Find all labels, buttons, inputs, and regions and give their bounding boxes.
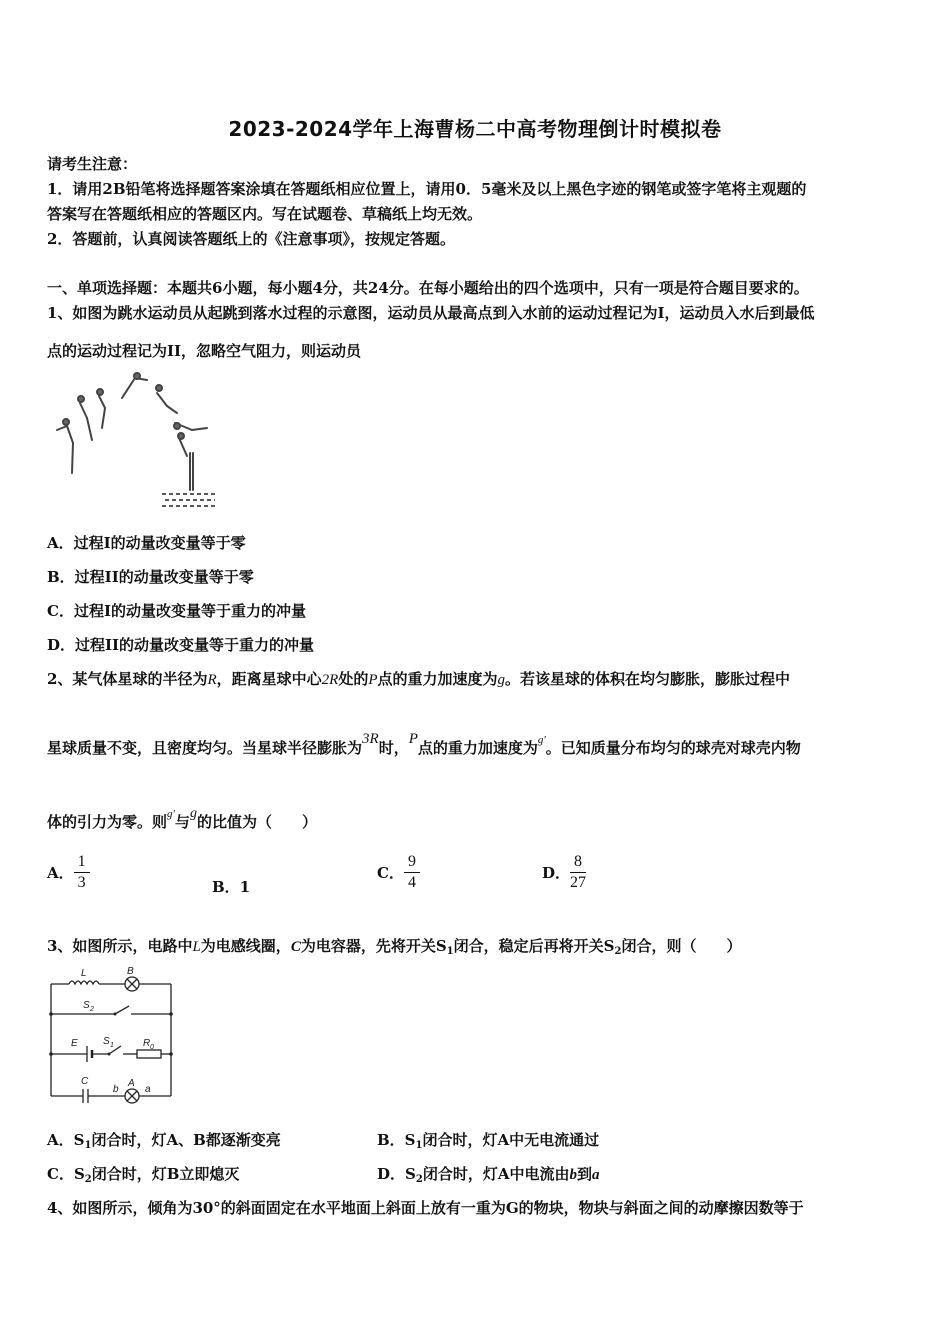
svg-text:S: S — [83, 1000, 90, 1011]
svg-text:b: b — [113, 1084, 119, 1095]
svg-text:a: a — [145, 1084, 151, 1095]
q2-stem-line-1: 2、某气体星球的半径为R，距离星球中心2R处的P点的重力加速度为g。若该星球的体积在均匀膨胀，膨胀过程中 — [47, 670, 791, 688]
notice-line-2: 答案写在答题纸相应的答题区内。写在试题卷、草稿纸上均无效。 — [47, 205, 483, 223]
svg-text:C: C — [81, 1076, 89, 1087]
svg-text:1: 1 — [110, 1042, 114, 1049]
svg-text:2: 2 — [90, 1006, 94, 1013]
section-heading: 一、单项选择题：本题共6小题，每小题4分，共24分。在每小题给出的四个选项中，只有一项是符合题目要求的。 — [47, 279, 809, 297]
q1-stem-line-1: 1、如图为跳水运动员从起跳到落水过程的示意图，运动员从最高点到入水前的运动过程记为I，运动员入水后到最低 — [47, 304, 815, 322]
notice-line-1: 1．请用2B铅笔将选择题答案涂填在答题纸相应位置上，请用0．5毫米及以上黑色字迹的钢笔或签字笔将主观题的 — [47, 180, 807, 198]
q1-stem-line-2: 点的运动过程记为II，忽略空气阻力，则运动员 — [47, 342, 362, 360]
q1-option-b: B．过程II的动量改变量等于零 — [47, 568, 254, 586]
q2-option-d: D． $\frac{8}{27}$ — [542, 853, 587, 891]
notice-line-3: 2．答题前，认真阅读答题纸上的《注意事项》，按规定答题。 — [47, 230, 455, 248]
q2-stem-line-2: 星球质量不变，且密度均匀。当星球半径膨胀为3R时，P点的重力加速度为$^{g'}$。已知质量分布均匀的球壳对球壳内物 — [47, 731, 801, 757]
q2-option-c: C． $\frac{9}{4}$ — [377, 852, 420, 893]
q3-option-b: B．$S_1$闭合时，灯A中无电流通过 — [377, 1131, 600, 1151]
svg-text:S: S — [103, 1036, 110, 1047]
q3-option-a: A．$S_1$闭合时，灯A、B都逐渐变亮 — [47, 1131, 281, 1151]
q3-stem: 3、如图所示，电路中L为电感线圈，C为电容器，先将开关$S_1$闭合，稳定后再将开关$S_2$闭合，则（ ） — [47, 937, 742, 957]
svg-text:L: L — [81, 968, 87, 979]
svg-text:E: E — [71, 1038, 78, 1049]
diver-figure — [47, 368, 227, 513]
circuit-diagram — [47, 962, 177, 1108]
q3-option-d: D．$S_2$闭合时，灯A中电流由b到a — [377, 1165, 600, 1185]
q1-option-c: C．过程I的动量改变量等于重力的冲量 — [47, 602, 306, 620]
q2-option-b: B．1 — [212, 878, 251, 896]
q3-option-c: C．$S_2$闭合时，灯B立即熄灭 — [47, 1165, 240, 1185]
q4-stem-line-1: 4、如图所示，倾角为30°的斜面固定在水平地面上斜面上放有一重为G的物块，物块与斜面之间的动摩擦因数等于 — [47, 1199, 804, 1217]
q2-option-a: A． $\frac{1}{3}$ — [47, 852, 90, 893]
svg-text:0: 0 — [150, 1044, 154, 1051]
q2-stem-line-3: 体的引力为零。则$^{g'}$与g的比值为（ ） — [47, 806, 317, 831]
svg-text:A: A — [128, 1078, 135, 1089]
q1-option-d: D．过程II的动量改变量等于重力的冲量 — [47, 636, 315, 654]
notice-heading: 请考生注意： — [47, 155, 138, 173]
page-title: 2023-2024学年上海曹杨二中高考物理倒计时模拟卷 — [228, 117, 722, 141]
q1-option-a: A．过程I的动量改变量等于零 — [47, 534, 246, 552]
svg-text:B: B — [127, 966, 134, 977]
svg-text:R: R — [143, 1038, 151, 1049]
